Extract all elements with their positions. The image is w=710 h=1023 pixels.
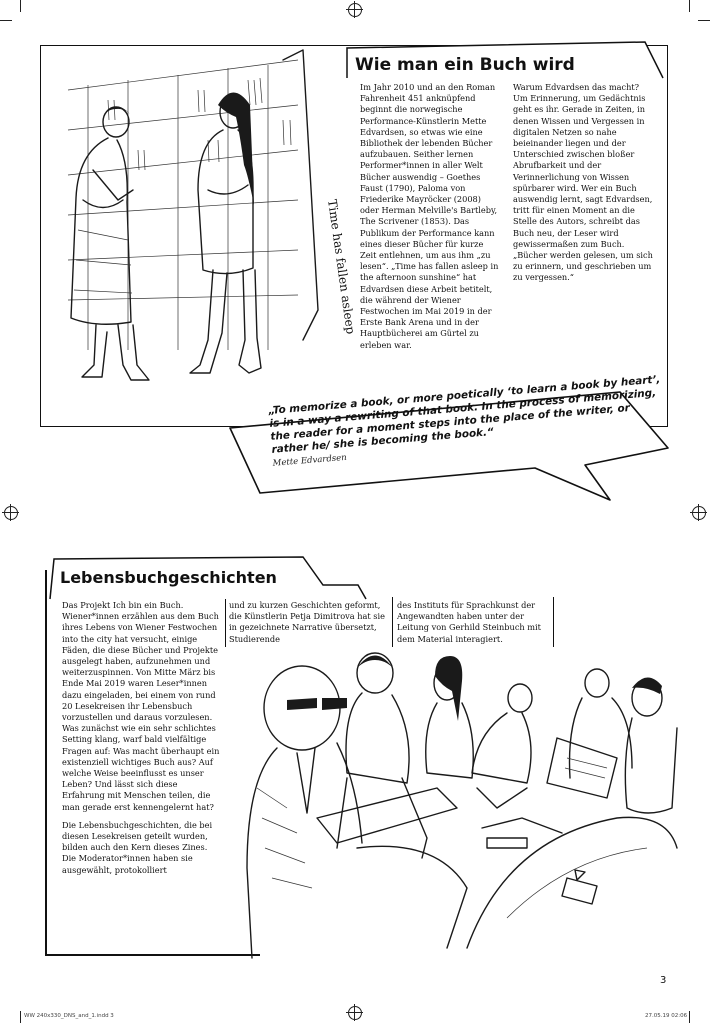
section2-top-rule-2 [392,597,393,647]
woman-right-drawing [190,93,261,374]
crop-mark [0,20,12,21]
footer-slug-left: WW 240x330_DNS_and_1.indd 3 [24,1013,114,1019]
section2-column-2: und zu kurzen Geschichten geformt, die Künstlerin Petja Dimitrova hat sie in gezeichnete Narrative übersetzt, Studierende [229,600,385,644]
foreground-drawing [467,817,677,948]
quote-author: Mette Edvardsen [272,452,348,469]
section2-column-1: Das Projekt Ich bin ein Buch. Wiener*innen erzählen aus dem Buch ihres Lebens von Wiener Festwochen into the city hat versucht, einige Fäden, die diese Bücher und Projekte ausgelegt haben, aufzunehmen und weiterzuspinnen. Von Mitte März bis Ende Mai 2019 waren Leser*innen dazu eingeladen, bei einem von rund 20 Lesekreisen ihr Lebensbuch vorzustellen und daraus vorzulesen. Was zunächst wie ein sehr schlichtes Setting klang, warf bald vielfältige Fragen auf: Was macht überhaupt ein existenziell wichtiges Buch aus? Auf welche Weise beeinflusst es unser Leben? Und lässt sich diese Erfahrung mit Menschen teilen, die man gerade erst kennengelernt hat? Die Lebensbuchgeschichten, die bei diesen Lesekreisen geteilt wurden, bilden auch den Kern dieses Zines. Die Moderator*innen haben sie ausgewählt, protokolliert [62,600,220,875]
drawing-caption: Time has fallen asleep [325,198,358,336]
bookshelf-drawing [68,50,318,350]
woman-left-drawing [71,106,149,380]
registration-mark-bottom [348,1006,362,1020]
crop-mark [689,0,690,12]
registration-mark-left [4,506,18,520]
page-number: 3 [660,975,667,986]
section2-left-edge [45,570,47,955]
reading-circle-illustration [237,648,687,960]
section1-column-1: Im Jahr 2010 und an den Roman Fahrenheit 451 anknüpfend beginnt die norwegische Performance-Künstlerin Mette Edvardsen, so etwas wie eine Bibliothek der lebenden Bücher aufzubauen. Seither lernen Performer*innen in aller Welt Bücher auswendig – Goethes Faust (1790), Paloma von Friederike Mayröcker (2008) oder Herman Melville's Bartleby, The Scrivener (1853). Das Publikum der Performance kann eines dieser Bücher für kurze Zeit entlehnen, um aus ihm „zu lesen“. „Time has fallen asleep in the afternoon sunshine“ hat Edvardsen diese Arbeit betitelt, die während der Wiener Festwochen im Mai 2019 in der Erste Bank Arena und in der Hauptbücherei am Gürtel zu erleben war. [360,82,499,350]
section2-right-edge [553,597,554,647]
section2-bottom-edge [45,954,260,956]
crop-mark [698,20,710,21]
quote-text: „To memorize a book, or more poetically ‘to learn a book by heart’, is in a way a rewriting of that book. In the process of memorizing, the reader for a moment steps into the place of the writer, or rather he/ she is becoming the book.“ [268,373,661,456]
footer-slug-right: 27.05.19 02:06 [645,1013,688,1019]
crop-mark [20,1011,21,1023]
registration-mark-right [692,506,706,520]
library-illustration [48,50,358,422]
section2-title: Lebensbuchgeschichten [60,568,277,587]
registration-mark-top [348,3,362,17]
section1-title: Wie man ein Buch wird [355,55,575,75]
section1-column-2: Warum Edvardsen das macht? Um Erinnerung, um Gedächtnis geht es ihr. Gerade in Zeiten, in denen Wissen und Vergessen in digitalen Netzen so nahe beieinander liegen und der Unterschied zwischen bloßer Abrufbarkeit und der Verinnerlichung von Wissen spürbarer wird. Wer ein Buch auswendig lernt, sagt Edvardsen, tritt für einen Moment an die Stelle des Autors, schreibt das Buch neu, der Leser wird gewissermaßen zum Buch. „Bücher werden gelesen, um sich zu erinnern, und geschrieben um zu vergessen.“ [513,82,653,283]
crop-mark [689,1011,690,1023]
crop-mark [20,0,21,12]
section2-column-3: des Instituts für Sprachkunst der Angewandten haben unter der Leitung von Gerhild Steinbuch mit dem Material interagiert. [397,600,541,644]
right-group-drawing [547,669,677,813]
seated-women-drawing [337,653,562,858]
